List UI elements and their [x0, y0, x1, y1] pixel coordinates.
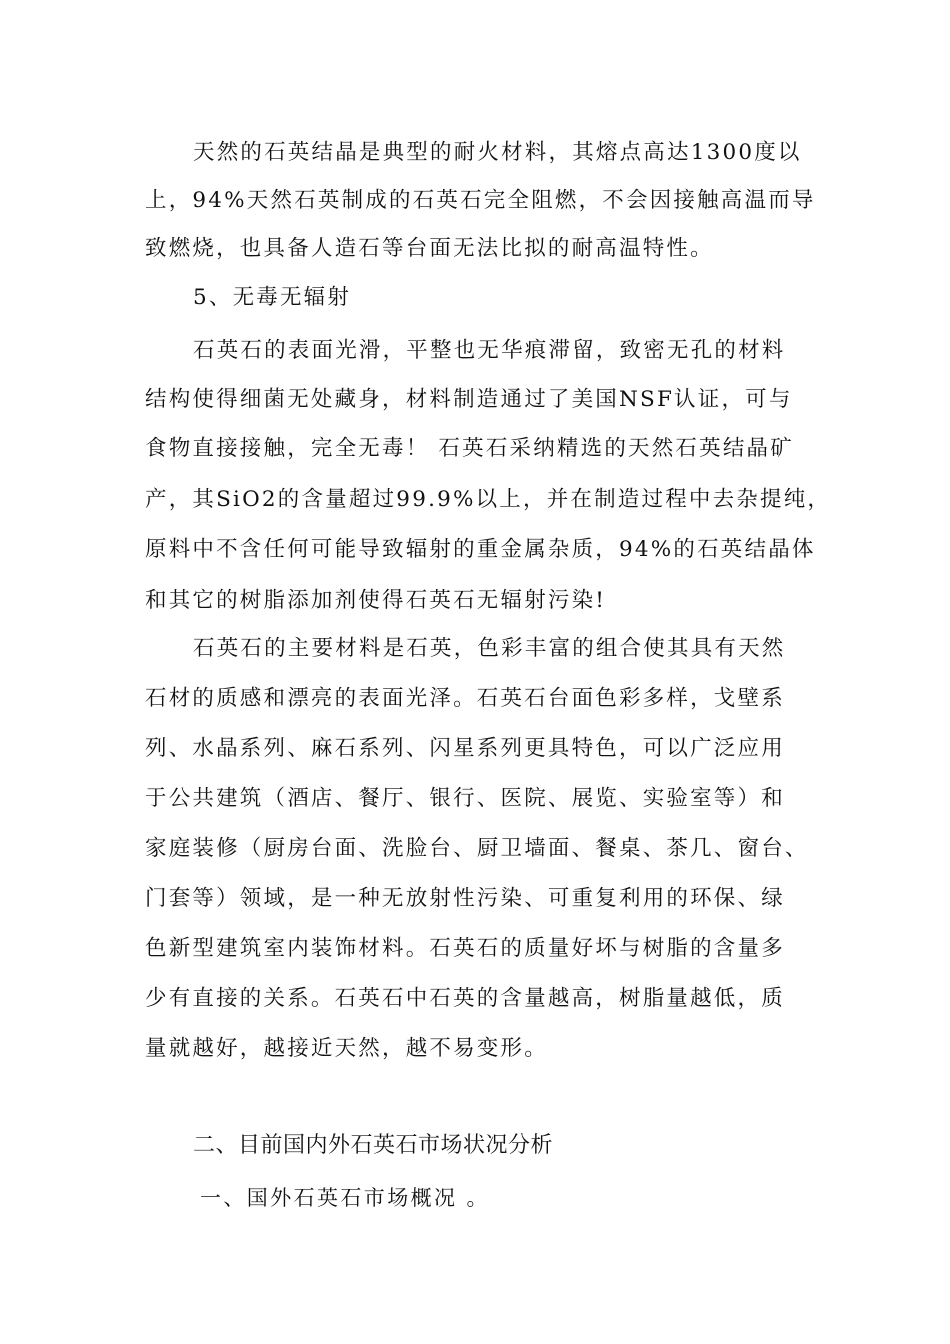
paragraph-2-line-5: 原料中不含任何可能导致辐射的重金属杂质，94%的石英结晶体 [145, 537, 816, 562]
paragraph-2-line-2: 结构使得细菌无处藏身，材料制造通过了美国NSF认证，可与 [145, 387, 793, 412]
paragraph-1-line-1: 天然的石英结晶是典型的耐火材料，其熔点高达1300度以 [193, 140, 802, 165]
paragraph-3-line-6: 门套等）领域，是一种无放射性污染、可重复利用的环保、绿 [145, 886, 785, 911]
paragraph-3-line-4: 于公共建筑（酒店、餐厅、银行、医院、展览、实验室等）和 [145, 786, 785, 811]
paragraph-2-line-4: 产，其SiO2的含量超过99.9%以上，并在制造过程中去杂提纯， [145, 487, 832, 512]
section-5-title: 5、无毒无辐射 [193, 285, 352, 310]
paragraph-2-line-1: 石英石的表面光滑，平整也无华痕滞留，致密无孔的材料 [193, 338, 786, 363]
paragraph-2-line-6: 和其它的树脂添加剂使得石英石无辐射污染! [145, 588, 607, 613]
paragraph-3-line-5: 家庭装修（厨房台面、洗脸台、厨卫墙面、餐桌、茶几、窗台、 [145, 836, 809, 861]
section-heading: 二、目前国内外石英石市场状况分析 [193, 1133, 554, 1158]
paragraph-3-line-9: 量就越好，越接近天然，越不易变形。 [145, 1036, 548, 1061]
paragraph-3-line-1: 石英石的主要材料是石英，色彩丰富的组合使其具有天然 [193, 636, 786, 661]
paragraph-1-line-2: 上，94%天然石英制成的石英石完全阻燃，不会因接触高温而导 [145, 188, 816, 213]
paragraph-3-line-7: 色新型建筑室内装饰材料。石英石的质量好坏与树脂的含量多 [145, 936, 785, 961]
paragraph-2-line-3: 食物直接接触，完全无毒！ 石英石采纳精选的天然石英结晶矿 [145, 436, 794, 461]
paragraph-3-line-2: 石材的质感和漂亮的表面光泽。石英石台面色彩多样，戈壁系 [145, 686, 785, 711]
paragraph-1-line-3: 致燃烧，也具备人造石等台面无法比拟的耐高温特性。 [145, 236, 714, 261]
paragraph-3-line-3: 列、水晶系列、麻石系列、闪星系列更具特色，可以广泛应用 [145, 736, 785, 761]
paragraph-3-line-8: 少有直接的关系。石英石中石英的含量越高，树脂量越低，质 [145, 986, 785, 1011]
subsection-heading: 一、国外石英石市场概况 。 [200, 1186, 490, 1210]
